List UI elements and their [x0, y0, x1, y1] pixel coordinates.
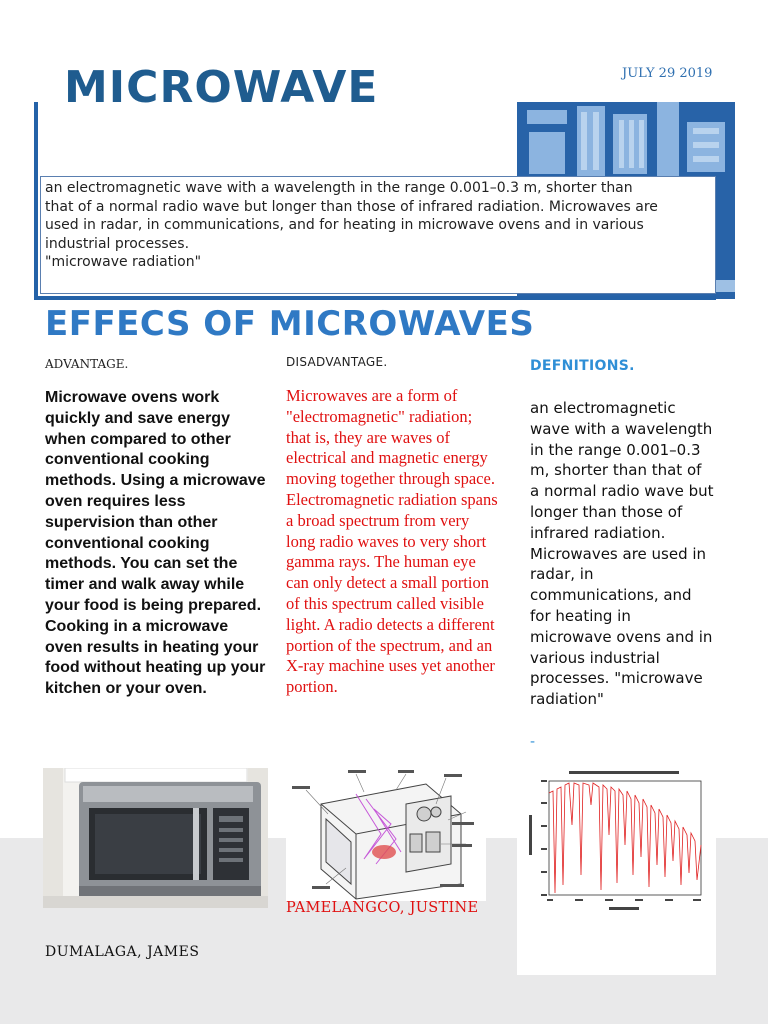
definitions-text: an electromagnetic wave with a wavelength in the range 0.001–0.3 m, shorter than that of a normal radio wave but longer than those of infrared radiation. Microwaves are used in radar, in communications, and for heating in microwave ovens and in various industrial processes. "microwave radiation" [530, 399, 714, 709]
microwave-oven-diagram [286, 764, 486, 901]
definition-text: an electromagnetic wave with a wavelength in the range 0.001–0.3 m, shorter than that of a normal radio wave but longer than those of infrared radiation. Microwaves are used in radar, in communications, and for heating in microwave ovens and in various industrial processes. "microwave radiation" [45, 180, 658, 270]
header-bottom-rule [34, 296, 716, 300]
advantage-text: Microwave ovens work quickly and save energy when compared to other conventional cooking methods. Using a microwave oven requires less supervision than other conventional cooking methods. You can set the timer and walk away while your food is being prepared. Cooking in a microwave oven results in heating your food without heating up your kitchen or your oven. [45, 389, 266, 698]
left-accent-rule [34, 102, 38, 298]
disadvantage-heading: DISADVANTAGE. [286, 355, 388, 369]
advantage-heading: ADVANTAGE. [45, 357, 129, 371]
section-title: EFFECS OF MICROWAVES [45, 304, 535, 344]
definition-box [40, 176, 716, 294]
definitions-trailing-mark: - [530, 734, 536, 750]
author-name-2: PAMELANGCO, JUSTINE [286, 900, 479, 916]
definitions-heading: DEFNITIONS. [530, 358, 635, 374]
disadvantage-text: Microwaves are a form of "electromagnetic" radiation; that is, they are waves of electrical and magnetic energy moving together through space. Electromagnetic radiation spans a broad spectrum from very long radio waves to very short gamma rays. The human eye can only detect a small portion of this spectrum called visible light. A radio detects a different portion of the spectrum, and an X-ray machine uses yet another portion. [286, 386, 498, 697]
issue-date: JULY 29 2019 [622, 66, 713, 81]
page-title: MICROWAVE [64, 62, 379, 113]
microwave-oven-photo [43, 768, 268, 908]
author-name-1: DUMALAGA, JAMES [45, 944, 200, 960]
transmission-spectrum-graph [517, 765, 716, 975]
